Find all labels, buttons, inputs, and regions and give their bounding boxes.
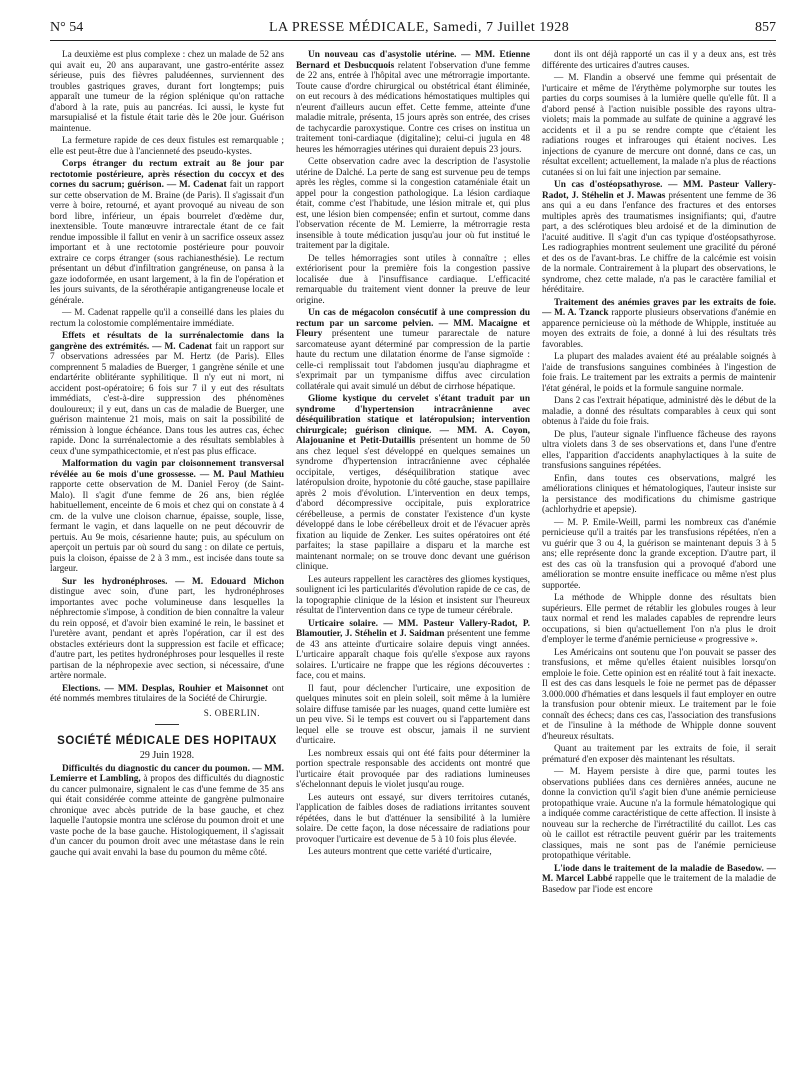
article-paragraph	[50, 331, 284, 457]
article-heading: Urticaire solaire. — MM. Pasteur Vallery-Radot, P. Blamoutier, J. Stéhelin et J. Saidman	[296, 618, 530, 639]
article-paragraph	[296, 684, 530, 747]
article-text: La deuxième est plus complexe : chez un malade de 52 ans qui avait eu, 20 ans auparavant, une gastro-entérite assez sérieuse, puis des fièvres paludéennes, surviennent des troubles gastriques graves, durant fort longtemps; puis apparaît une tumeur de la région splénique qu'on rattache d'abord à la rate, puis au pancréas. Ici aussi, le kyste fut marsupialisé et la fistule était tarie dès le 20e jour. Guérison maintenue.	[50, 50, 284, 134]
article-heading: L'iode dans le traitement de la maladie de Basedow. — M. Marcel Labbé	[542, 863, 776, 884]
article-text: La fermeture rapide de ces deux fistules est remarquable ; elle est peut-être due à l'ancienneté des pseudo-kystes.	[50, 136, 284, 157]
article-paragraph	[542, 396, 776, 428]
article-paragraph	[296, 254, 530, 307]
article-heading: Effets et résultats de la surrénalectomie dans la gangrène des extrémités. — M. Cadenat	[50, 331, 284, 352]
section-date: 29 Juin 1928.	[139, 750, 195, 761]
article-text: La méthode de Whipple donne des résultats bien supérieurs. Elle permet de rétablir les globules rouges à leur taux normal et rend les malades capables de reprendre leurs occupations, si bien qu'actuellement l'on n'a plus le droit d'employer le terme d'anémie pernicieuse « progressive ».	[542, 593, 776, 645]
article-paragraph	[50, 459, 284, 575]
article-paragraph	[296, 50, 530, 155]
article-paragraph	[296, 619, 530, 682]
article-text: Les Américains ont soutenu que l'on pouvait se passer des transfusions, et même qu'elles étaient nuisibles lorsqu'on emploie le foie. Cette opinion est en réalité tout à fait inexacte. Il est des cas dans lesquels le foie ne permet pas de dépasser 3.000.000 d'hématies et dans lesquels il faut employer en outre la transfusion pour obtenir mieux. Le traitement par le foie connaît des échecs; dans ces cas, l'association des transfusions et de l'insuline à la méthode de Whipple donne souvent d'heureux résultats.	[542, 647, 776, 742]
article-text: fait un rapport sur cette observation de M. Braine (de Paris). Il s'agissait d'un verre à boire, retourné, et ayant provoqué au niveau de son bord libre, inférieur, un épais bourrelet d'œdème dur, inextensible. Toute manœuvre intrarectale étant de ce fait rendue impossible il fallut en venir à un sacrifice osseux assez important et à une rectotomie postérieure pour pouvoir extraire ce corps étranger (sous rachianesthésie). Le rectum présentant un début d'infiltration gangréneuse, on pansa à la gaze iodoformée, en usant largement, à la fin de l'opération et les jours suivants, de la sérothérapie antigangreneuse locale et générale.	[50, 180, 284, 306]
article-paragraph	[542, 474, 776, 516]
column-1-paragraphs	[50, 50, 284, 705]
header-rule	[50, 40, 776, 41]
article-paragraph	[542, 352, 776, 394]
article-text: à propos des difficultés du diagnostic du cancer pulmonaire, signalent le cas d'une femme de 35 ans qui était considérée comme atteinte de gangrène pulmonaire chronique avec abcès putride de la base gauche, et chez laquelle l'autopsie montra une sclérose du poumon droit et une vaste poche de la base gauche. Histologiquement, il s'agissait d'un cancer du poumon droit avec une métastase dans le rein gauche qui avait envahi la base du poumon du même côté.	[50, 774, 284, 858]
column-3	[542, 50, 776, 1072]
article-paragraph	[542, 648, 776, 743]
article-paragraph	[50, 308, 284, 329]
article-text: De plus, l'auteur signale l'influence fâcheuse des rayons ultra violets dans 3 de ses observations et, dans l'une d'entre elles, l'apparition d'accidents anaphylactiques à la suite de transfusions sanguines répétées.	[542, 429, 776, 471]
page-header	[50, 20, 776, 42]
folio: 857	[754, 20, 776, 35]
article-text: Cette observation cadre avec la description de l'asystolie utérine de Dalché. La perte de sang est survenue peu de temps après les règles, comme si la congestion cataméniale était un appel pour la congestion pathologique. La lésion cardiaque était, comme c'est l'habitude, une lésion mitrale et, qui plus est, une lésion bien compensée; enfin et surtout, comme dans l'observation récente de M. Lemierre, la métrorragie resta insensible à toute médication jusqu'au jour où fut institué le traitement par la digitale.	[296, 157, 530, 251]
article-text: rapporte cette observation de M. Daniel Feroy (de Saint-Malo). Il s'agit d'une femme de 26 ans, bien réglée habituellement, enceinte de 6 mois et chez qui on constate à 4 cm. de la vulve une cloison charnue, épaisse, souple, lisse, fermant le vagin, et dans laquelle on ne peut découvrir de pertuis. Au 9e mois, césarienne haute; puis, au spéculum on aperçoit un pertuis par où sourd du sang : on dilate ce pertuis, puis la cloison, épaisse de 2 à 3 mm., est incisée dans toute sa largeur.	[50, 480, 284, 574]
article-heading: Elections. — MM. Desplas, Rouhier et Maisonnet	[62, 683, 269, 694]
article-paragraph	[542, 518, 776, 592]
article-heading: Gliome kystique du cervelet s'étant traduit par un syndrome d'hypertension intracrânienne avec déséquilibration statique et latéropulsion; intervention chirurgicale; guérison clinique. — MM. A. Coyon, Alajouanine et Petit-Dutaillis	[296, 394, 530, 446]
article-paragraph	[542, 864, 776, 896]
article-text: rappelle que le traitement de la maladie de Basedow par l'iode est encore	[542, 874, 776, 895]
article-text: — M. Flandin a observé une femme qui présentait de l'urticaire et même de l'érythème polymorphe sur toutes les parties du corps soumises à la lumière quelle qu'elle fût. Il a d'abord pensé à l'action nuisible possible des rayons ultra-violets; mais la pommade au sulfate de quinine a aggravé les accidents et il a pu se rendre compte que c'étaient les radiations rouges et infrarouges qui étaient nocives. Les injections de cyanure de mercure ont donné, dans ce cas, un résultat excellent; actuellement, la malade n'a plus de réactions cutanées si on lui fait une injection par semaine.	[542, 73, 776, 178]
column-2-paragraphs	[296, 50, 530, 858]
article-text: Dans 2 cas l'extrait hépatique, administré dès le début de la maladie, a donné des résultats comparables à ceux qui sont obtenus à l'aide du foie frais.	[542, 396, 776, 427]
article-paragraph	[542, 73, 776, 178]
section-title: SOCIÉTÉ MÉDICALE DES HOPITAUX	[57, 735, 277, 747]
article-text: Enfin, dans toutes ces observations, malgré les améliorations cliniques et hématologiques, l'auteur insiste sur la persistance des modifications du chimisme gastrique (achlorhydrie et apepsie).	[542, 473, 776, 515]
article-text: Il faut, pour déclencher l'urticaire, une exposition de quelques minutes soit en plein soleil, soit même à la lumière solaire diffuse tamisée par les nuages, quand cette lumière est un peu vive. Si le temps est couvert ou si l'appartement dans lequel elle se trouve est obscur, jamais il ne survient d'urticaire.	[296, 683, 530, 746]
article-text: présentent une femme de 36 ans qui a eu dans l'enfance des fractures et des entorses multiples après des traumatismes insignifiants; qui, d'autre part, a des sclérotiques bleu ardoisé et de la diminution de l'acuité auditive. Il s'agit d'un cas typique d'ostéopsathyrose. Les radiographies montrent seulement une gracilité du péroné et des os de l'avant-bras. Le chiffre de la calcémie est voisin de la normale. Contrairement à la plupart des observations, le syndrome, chez cette malade, n'a pas le caractère familial et héréditaire.	[542, 190, 776, 295]
article-text: présentent une femme de 43 ans atteinte d'urticaire solaire depuis vingt années. L'urticaire apparaît chaque fois qu'elle s'expose aux rayons solaires. L'urticaire ne frappe que les régions découvertes : face, cou et mains.	[296, 629, 530, 681]
article-text: Les auteurs montrent que cette variété d'urticaire,	[308, 847, 492, 857]
article-text: — M. Cadenat rappelle qu'il a conseillé dans les plaies du rectum la colostomie complémentaire immédiate.	[50, 308, 284, 329]
article-paragraph	[542, 430, 776, 472]
article-paragraph	[542, 180, 776, 296]
article-paragraph	[50, 136, 284, 157]
article-heading: Un nouveau cas d'asystolie utérine. — MM. Etienne Bernard et Desbucquois	[296, 50, 530, 71]
article-text: Les nombreux essais qui ont été faits pour déterminer la portion spectrale responsable des accidents ont montré que l'urticaire était provoquée par des radiations lumineuses s'échelonnant depuis le violet jusqu'au rouge.	[296, 748, 530, 790]
article-text: distingue avec soin, d'une part, les hydronéphroses importantes avec poche volumineuse dans lesquelles la néphrectomie s'impose, à condition de bien connaître la valeur du rein opposé, et d'avoir bien examiné le rein, le bassinet et l'uretère avant, pendant et après l'opération, car il est des obstacles extérieurs dont la suppression est facile et efficace; d'autre part, les petites hydronéphroses pour lesquelles il reste partisan de la néphropexie avec section, si nécessaire, d'une artère normale.	[50, 587, 284, 681]
article-text: relatent l'observation d'une femme de 22 ans, entrée à l'hôpital avec une métrorragie importante. Toute cause d'ordre chirurgical ou obstétrical étant éliminée, on eut recours à des médications hémostatiques multiples qui n'eurent d'ailleurs aucun effet. Cette femme, atteinte d'une maladie mitrale, présenta, 15 jours après son entrée, des crises de tachycardie paroxystique. Contre ces crises on institua un traitement toni-cardiaque (digitaline); celui-ci jugula en 48 heures les hémorragies utérines qui duraient depuis 23 jours.	[296, 60, 530, 155]
article-text: dont ils ont déjà rapporté un cas il y a deux ans, est très différente des urticaires d'autres causes.	[542, 50, 776, 71]
article-paragraph	[50, 684, 284, 705]
article-heading: Corps étranger du rectum extrait au 8e jour par rectotomie postérieure, après résection du coccyx et des cornes du sacrum; guérison. — M. Cadenat	[50, 159, 284, 190]
column-2	[296, 50, 530, 1072]
masthead-title: LA PRESSE MÉDICALE, Samedi, 7 Juillet 1928	[268, 20, 570, 35]
article-text: présentent une tumeur pararectale de nature sarcomateuse ayant déterminé par compression de la partie haute du rectum une dilatation énorme de l'anse sigmoïde : celle-ci remplissait tout l'abdomen jusqu'au diaphragme et s'exprimait par un tympanisme diffus avec circulation collatérale qui avait simulé un début de cirrhose hépatique.	[296, 329, 530, 392]
article-paragraph	[50, 159, 284, 306]
article-paragraph	[50, 50, 284, 134]
article-paragraph	[542, 767, 776, 862]
article-paragraph	[296, 575, 530, 617]
article-text: La plupart des malades avaient été au préalable soignés à l'aide de transfusions sanguines combinées à l'ingestion de foie frais. Le traitement par les extraits a permis de maintenir l'état général, le poids et la formule sanguine normale.	[542, 352, 776, 394]
section-divider	[155, 724, 179, 725]
article-paragraph	[542, 744, 776, 765]
article-paragraph	[296, 847, 530, 858]
article-paragraph	[542, 593, 776, 646]
article-heading: Sur les hydronéphroses. — M. Edouard Michon	[62, 576, 284, 587]
article-text: De telles hémorragies sont utiles à connaître ; elles extériorisent pour la première fois la congestion passive localisée due à l'insuffisance cardiaque. L'efficacité remarquable du traitement vient donner la preuve de leur origine.	[296, 253, 530, 306]
article-paragraph	[296, 749, 530, 791]
page-number: N° 54	[50, 20, 84, 35]
article-heading: Un cas d'ostéopsathyrose. — MM. Pasteur Vallery-Radot, J. Stéhelin et J. Mawas	[542, 180, 776, 201]
article-paragraph	[296, 793, 530, 846]
article-text: ont été nommés membres titulaires de la Société de Chirurgie.	[50, 683, 284, 704]
article-paragraph	[50, 577, 284, 682]
column-1-section-paragraphs	[50, 764, 284, 859]
article-text: Les auteurs rappellent les caractères des gliomes kystiques, soulignent ici les particularités d'évolution rapide de ce cas, de la topographie clinique de la lésion et insistent sur l'heureux résultat de l'intervention dans ce type de tumeur cérébrale.	[296, 574, 530, 616]
article-text: — M. Hayem persiste à dire que, parmi toutes les observations publiées dans ces dernières années, aucune ne donne la conviction qu'il s'agit bien d'une anémie pernicieuse protopathique vraie. Aucune n'a la formule hématologique qui a indiquée comme caractéristique de cette affection. Il insiste à nouveau sur la recherche de l'irrétractilité du caillot. Les cas où le caillot est rétractile peuvent guérir par les traitements classiques, mais ne sont pas de l'anémie pernicieuse protopathique véritable.	[542, 767, 776, 861]
article-paragraph	[296, 157, 530, 252]
article-text: rapporte plusieurs observations d'anémie en apparence pernicieuse où la méthode de Whipple, instituée au moyen des extraits de foie, a donné à lui des résultats très favorables.	[542, 308, 776, 350]
article-paragraph	[50, 764, 284, 859]
article-heading: Malformation du vagin par cloisonnement transversal révélée au 6e mois d'une grossesse. — M. Paul Mathieu	[50, 459, 284, 480]
article-text: — M. P. Emile-Weill, parmi les nombreux cas d'anémie pernicieuse qu'il a traités par les transfusions répétées, n'en a vu guérir que 3 ou 4, la guérison se maintenant depuis 3 à 5 ans; elle représente donc la grande exception. D'autre part, il est des cas où la transfusion qui a provoqué d'abord une amélioration se montre ensuite inefficace ou même n'est plus supportée.	[542, 517, 776, 591]
column-1	[50, 50, 284, 1072]
article-heading: Difficultés du diagnostic du cancer du poumon. — MM. Lemierre et Lambling,	[50, 763, 284, 784]
article-paragraph	[296, 308, 530, 392]
article-text: présentent un homme de 50 ans chez lequel s'est développé en quelques semaines un syndrome d'hypertension intracrânienne avec céphalée occipitale, vertiges, déséquilibration statique avec latéropulsion droite, hypotonie du côté gauche, stase papillaire après 2 mois d'évolution. L'intervention en deux temps, d'abord décompressive occipitale, puis exploratrice cérébelleuse, a permis de constater l'existence d'un kyste développé dans le lobe cérébelleux droit et de l'évacuer après fixation au liquide de Zenker. Les suites opératoires ont été parfaites; la stase papillaire a disparu et la marche est maintenant normale; on se trouve donc devant une guérison clinique.	[296, 436, 530, 572]
column-3-paragraphs	[542, 50, 776, 895]
article-text: Quant au traitement par les extraits de foie, il serait prématuré d'en exposer dès maintenant les résultats.	[542, 744, 776, 765]
article-heading: Traitement des anémies graves par les extraits de foie. — M. A. Tzanck	[542, 297, 776, 318]
article-heading: Un cas de mégacolon consécutif à une compression du rectum par un sarcome pelvien. — MM. Macaigne et Fleury	[296, 308, 530, 339]
article-text: fait un rapport sur 7 observations adressées par M. Hertz (de Paris). Elles comprennent 5 maladies de Buerger, 1 gangrène sénile et une endartérite oblitérante syphilitique. Il n'y eut ni mort, ni accident post-opératoire; 6 fois sur 7 il y eut des résultats immédiats, c'est-à-dire suppression des phénomènes douloureux; il y eut, dans un cas de maladie de Buerger, une guérison maintenue 21 mois, mais on sait la possibilité de rémission à longue échéance. Dans tous les autres cas, échec rapide. Donc la surrénalectomie a des résultats semblables à ceux d'une sympathicectomie, et n'est pas plus efficace.	[50, 341, 284, 457]
article-paragraph	[296, 394, 530, 573]
article-paragraph	[542, 50, 776, 71]
signature: S. OBERLIN.	[203, 707, 260, 718]
article-paragraph	[542, 298, 776, 351]
article-text: Les auteurs ont essayé, sur divers territoires cutanés, l'application de faibles doses de radiations irritantes souvent répétées, dans le but d'atténuer la sensibilité à la lumière solaire. De cette façon, la dose nécessaire de radiations pour provoquer l'urticaire est devenue de 5 à 10 fois plus élevée.	[296, 792, 530, 845]
